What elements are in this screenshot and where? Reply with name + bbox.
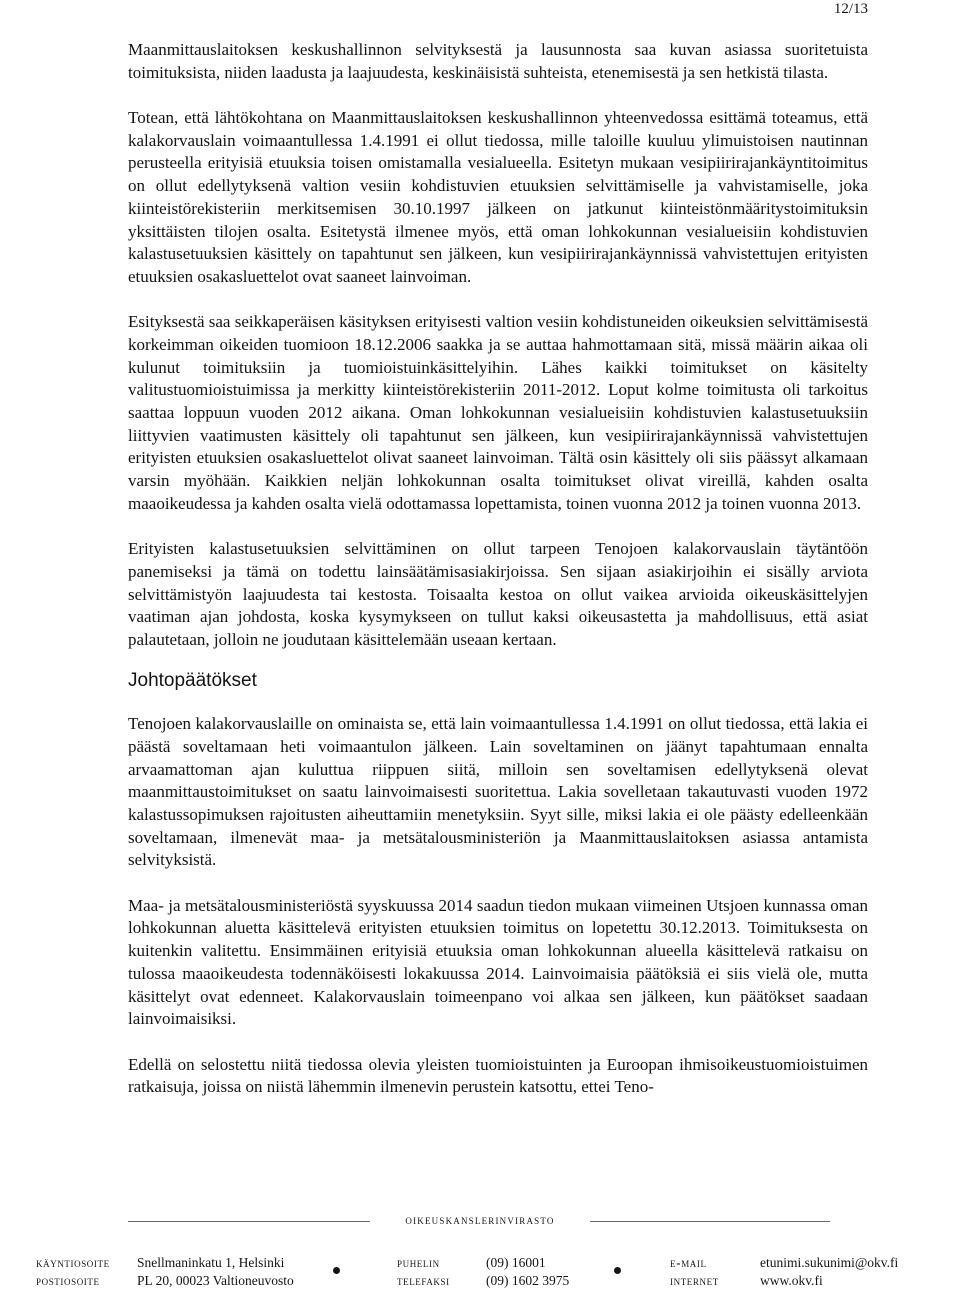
footer-brand	[0, 1211, 960, 1235]
internet-label: internet	[670, 1273, 719, 1288]
conclusion-paragraph: Tenojoen kalakorvauslaille on ominaista se, että lain voimaantullessa 1.4.1991 on ollut tiedossa, että lakia ei päästä soveltamaan heti voimaantulon jälkeen. Lain soveltaminen on jäänyt tapahtumaan ennalta arvaamattoman ajan kuluttua riippuen siitä, milloin sen soveltamisen edellytyksenä olevat maanmittaustoimitukset on saatu lainvoimaisesti suoritettua. Lakia sovelletaan takautuvasti vuoden 1972 kalastussopimuksen rajoitusten aiheuttamiin menetyksiin. Syyt sille, miksi lakia ei ole päästy edelleenkään soveltamaan, ilmenevät maa- ja metsätalousministeriön ja Maanmittauslaitoksen asiassa antamista selvityksistä.	[128, 714, 868, 870]
website: www.okv.fi	[760, 1273, 823, 1288]
phone-values	[486, 1254, 569, 1290]
conclusion-paragraph: Edellä on selostettu niitä tiedossa olevia yleisten tuomioistuinten ja Euroopan ihmisoikeustuomioistuimen ratkaisuja, joissa on niistä lähemmin ilmenevin perustein katsottu, ettei Teno-	[128, 1054, 868, 1097]
fax-label: telefaksi	[397, 1273, 450, 1288]
email-address: etunimi.sukunimi@okv.fi	[760, 1255, 899, 1270]
separator-dot-icon	[614, 1267, 621, 1274]
footer-contacts	[0, 1254, 960, 1290]
phone-number: (09) 16001	[486, 1255, 546, 1270]
organization-name: oikeuskanslerinvirasto	[405, 1213, 555, 1227]
divider	[128, 1221, 370, 1222]
online-labels	[670, 1254, 719, 1290]
visiting-address: Snellmaninkatu 1, Helsinki	[137, 1255, 285, 1270]
postal-address-label: postiosoite	[36, 1273, 100, 1288]
fax-number: (09) 1602 3975	[486, 1273, 570, 1288]
online-values	[760, 1254, 898, 1290]
email-label: e-mail	[670, 1255, 707, 1270]
body-paragraph: Maanmittauslaitoksen keskushallinnon selvityksestä ja lausunnosta saa kuvan asiassa suoritetuista toimituksista, niiden laadusta ja laajuudesta, keskinäisistä suhteista, etenemisestä ja sen hetkistä tilasta.	[128, 40, 868, 82]
section-heading: Johtopäätökset	[128, 670, 257, 692]
body-paragraph: Totean, että lähtökohtana on Maanmittauslaitoksen keskushallinnon yhteenvedossa esittämä toteamus, että kalakorvauslain voimaantullessa 1.4.1991 ei ollut tiedossa, mille taloille kuuluu ylimuistoisen nautinnan perusteella erityisiä etuuksia toisen omistamalla vesialueella. Esitetyn mukaan vesipiirirajankäyntitoimitus on ollut edellytyksenä valtion vesiin kohdistuvien etuuksien selvittämiselle ja vahvistamiselle, joka kiinteistörekisteriin merkitsemisen 30.10.1997 jälkeen on jatkunut kiinteistönmääritystoimituksin yksittäisten tilojen osalta. Esitetystä ilmenee myös, että oman lohkokunnan vesialueisiin kohdistuvien kalastusetuuksien käsittely on tapahtunut sen jälkeen, kun vesipiirirajankäynnissä vahvistettujen erityisten etuuksien osakasluettelot ovat saaneet lainvoiman.	[128, 108, 868, 286]
visiting-address-label: käyntiosoite	[36, 1255, 110, 1270]
address-values	[137, 1254, 294, 1290]
phone-label: puhelin	[397, 1255, 440, 1270]
conclusion-paragraph: Maa- ja metsätalousministeriöstä syyskuussa 2014 saadun tiedon mukaan viimeinen Utsjoen kunnassa oman lohkokunnan aluetta käsittelevä erityisten etuuksien toimitus on lopetettu 30.12.2013. Toimituksesta on kuitenkin valitettu. Ensimmäinen erityisiä etuuksia oman lohkokunnan alueella käsittelevä ratkaisu on tulossa maaoikeudesta todennäköisesti lokakuussa 2014. Lainvoimaisia päätöksiä ei siis vielä ole, mutta käsittelyt ovat edenneet. Kalakorvauslain toimeenpano voi alkaa sen jälkeen, kun päätökset saadaan lainvoimaisiksi.	[128, 895, 868, 1029]
page-number: 12/13	[833, 1, 868, 17]
document-body	[128, 39, 868, 1122]
divider	[590, 1221, 830, 1222]
phone-labels	[397, 1254, 450, 1290]
address-labels	[36, 1254, 110, 1290]
postal-address: PL 20, 00023 Valtioneuvosto	[137, 1273, 294, 1288]
body-paragraph: Esityksestä saa seikkaperäisen käsityksen erityisesti valtion vesiin kohdistuneiden oikeuksien selvittämisestä korkeimman oikeiden tuomioon 18.12.2006 saakka ja se auttaa hahmottamaan sitä, missä määrin aikaa oli kulunut toimituksiin ja tuomioistuinkäsittelyihin. Lähes kaikki toimitukset on käsitelty valitustuomioistuimissa ja merkitty kiinteistörekisteriin 2011-2012. Loput kolme toimitusta oli tarkoitus saattaa loppuun vuoden 2012 aikana. Oman lohkokunnan vesialueisiin kohdistuvien kalastusetuuksiin liittyvien vaatimusten käsittely oli tapahtunut sen jälkeen, kun vesipiirirajankäynnissä vahvistettujen erityisten etuuksien osakasluettelot olivat saaneet lainvoiman. Tältä osin käsittely oli siis päässyt alkamaan varsin myöhään. Kaikkien neljän lohkokunnan osalta toimitukset olivat vireillä, kahden osalta maaoikeudessa ja kahden osalta vielä odottamassa lopettamista, toinen vuonna 2012 ja toinen vuonna 2013.	[128, 312, 868, 513]
separator-dot-icon	[333, 1267, 340, 1274]
body-paragraph: Erityisten kalastusetuuksien selvittäminen on ollut tarpeen Tenojoen kalakorvauslain täytäntöön panemiseksi ja tämä on todettu lainsäätämisasiakirjoissa. Sen sijaan asiakirjoihin ei sisälly arviota selvittämistyön laajuudesta tai kestosta. Toisaalta kestoa on ollut vaikea arvioida oikeuskäsittelyjen vaatiman ajan johdosta, koska kysymykseen on tullut kaksi oikeusastetta ja mahdollisuus, että asiat palautetaan, jolloin ne joudutaan käsittelemään useaan kertaan.	[128, 539, 868, 649]
